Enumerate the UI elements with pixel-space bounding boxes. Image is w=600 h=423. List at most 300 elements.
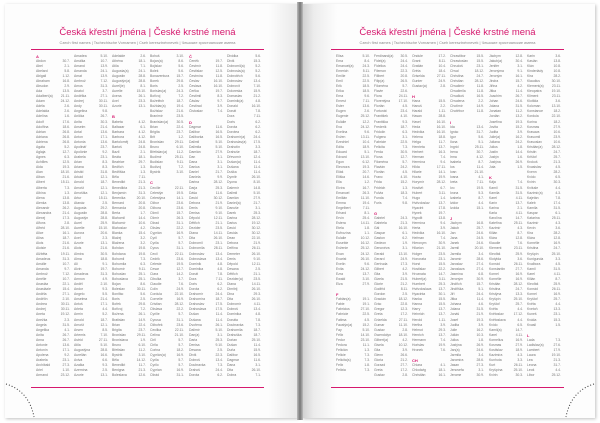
name-text: Ďana (227, 363, 236, 368)
name-day-date: 11.6. (215, 124, 223, 129)
name-day-date: 23.3. (138, 99, 146, 104)
letter-heading: F (336, 292, 339, 298)
name-day-date: 23.1. (553, 312, 561, 317)
name-text: Hvězdoslava (412, 287, 432, 292)
name-day-date: 2.1. (517, 205, 523, 210)
name-day-date: 5.6. (478, 134, 484, 139)
name-day-date: 29.11. (136, 332, 146, 337)
name-text: Bystrík (112, 353, 123, 358)
name-text: Chvalimír (450, 83, 465, 88)
name-text: Dětřich (189, 221, 200, 226)
name-day-date: 3.1. (217, 332, 223, 337)
name-text: Gustav (374, 373, 385, 378)
name-text: Godfrid (374, 287, 386, 292)
name-text: Alois (36, 241, 44, 246)
name-day-date: 26.7. (515, 94, 523, 99)
name-day-date: 30.11. (98, 104, 108, 109)
name-text: Albína (36, 190, 46, 195)
name-text: Adrian (36, 129, 46, 134)
name-text: Eulalie (336, 236, 347, 241)
name-text: Jenifer (489, 63, 500, 68)
name-column (374, 54, 411, 379)
name-day-date: 26.6. (400, 353, 408, 358)
name-day-date: 26.9. (515, 160, 523, 165)
right-bottom-rule (331, 387, 564, 388)
name-text: Borek (150, 78, 159, 83)
name-text: Izidor (450, 200, 459, 205)
name-day-date: 13.7. (438, 332, 446, 337)
name-day-date: 8.7. (555, 276, 561, 281)
name-text: Cyrila (150, 241, 159, 246)
name-text: Adam (36, 99, 45, 104)
name-day-date: 23.7. (176, 129, 184, 134)
name-day-date: 24.4. (215, 292, 223, 297)
name-day-date: 28.12. (174, 302, 184, 307)
name-day-date: 12.11. (213, 216, 223, 220)
name-text: Chrudoš (450, 63, 463, 68)
name-text: Duška (227, 170, 237, 175)
name-text: Elisa (336, 53, 344, 58)
name-text: Cecil (150, 251, 158, 256)
name-day-date: 23.1. (215, 241, 223, 246)
name-text: Fabricius (336, 307, 350, 312)
name-text: Cyrus (150, 246, 159, 251)
name-text: Amat (74, 73, 82, 78)
name-text: Justýna (450, 342, 462, 347)
name-text: Chvalena (450, 99, 465, 104)
name-text: Funda (374, 195, 384, 200)
name-day-date: 21.4. (100, 297, 108, 302)
name-text: Antoš (74, 302, 83, 307)
name-text: Drahomila (227, 327, 243, 332)
name-day-date: 3.11. (438, 190, 446, 195)
name-day-date: 5.3. (478, 190, 484, 195)
name-day-date: 24.3. (400, 216, 408, 220)
name-day-date: 4.4. (102, 307, 108, 312)
name-text: Hana (412, 99, 421, 104)
name-text: Chval (450, 68, 459, 73)
name-day-date: 27.11. (98, 337, 108, 342)
name-text: Chvalimila (450, 89, 466, 94)
letter-heading: C (150, 180, 153, 186)
name-day-date: 11.2. (138, 348, 146, 353)
name-day-date: 16.10. (436, 129, 446, 134)
name-day-date: 13.4. (253, 307, 261, 312)
name-text: Gabriel (374, 216, 385, 220)
name-column (336, 54, 373, 374)
name-day-date: 22.5. (362, 312, 370, 317)
name-text: Amadeus (36, 256, 51, 261)
name-text: Kristina (489, 287, 501, 292)
letter-heading: D (189, 119, 192, 125)
name-day-date: 23.4. (400, 109, 408, 114)
name-text: Alvin (74, 266, 82, 271)
name-text: Julián (450, 332, 459, 337)
name-day-date: 31.1. (176, 246, 184, 251)
name-day-date: 13.4. (476, 124, 484, 129)
name-day-date: 25.3. (438, 282, 446, 287)
name-text: Květoslava (489, 317, 506, 322)
name-day-date: 11.4. (215, 317, 223, 322)
name-day-date: 23.10. (360, 337, 370, 342)
name-text: Fridolín (374, 129, 386, 134)
name-text: Jindra (489, 78, 499, 83)
name-day-date: 25.3. (215, 185, 223, 190)
name-day-date: 25.7. (553, 155, 561, 160)
name-day-date: 27.7. (400, 363, 408, 368)
name-text: Chotimír (450, 104, 463, 109)
name-day-date: 8.5. (102, 327, 108, 332)
name-text: Kvalbora (527, 261, 541, 266)
name-column (412, 54, 449, 379)
name-day-date: 27.11. (436, 73, 446, 78)
name-day-date: 18.7. (100, 180, 108, 185)
name-text: Ilona (450, 139, 458, 144)
name-day-date: 18.6. (62, 124, 70, 129)
name-text: Gabriela (374, 221, 387, 226)
name-day-date: 9.2. (102, 149, 108, 154)
name-text: Abigail (36, 73, 47, 78)
name-day-date: 29.3. (253, 292, 261, 297)
name-day-date: 11.7. (438, 139, 446, 144)
name-day-date: 13.4. (215, 358, 223, 363)
name-day-date: 22.10. (551, 114, 561, 119)
name-day-date: 5.6. (178, 68, 184, 73)
name-day-date: 14.11. (213, 231, 223, 236)
name-day-date: 9.4. (440, 221, 446, 226)
name-day-date: 25.7. (553, 297, 561, 302)
name-day-date: 7.3. (217, 363, 223, 368)
name-text: Anita (74, 119, 82, 124)
name-text: Eliška (336, 175, 346, 180)
name-text: Ambrož (36, 271, 48, 276)
name-day-date: 8.11. (400, 287, 408, 292)
name-text: Dušan (227, 342, 237, 347)
name-day-date: 18.3. (400, 190, 408, 195)
name-text: Dita (189, 236, 196, 241)
name-day-date: 4.12. (138, 134, 146, 139)
name-text: Denisa (189, 342, 200, 347)
name-text: Daria (189, 337, 198, 342)
name-text: Augusta (74, 205, 87, 210)
name-text: Edita (336, 144, 344, 149)
name-day-date: 1.8. (517, 144, 523, 149)
name-text: Kunigunda (527, 256, 544, 261)
name-text: Klotilda (527, 99, 539, 104)
name-day-date: 8.4. (364, 58, 370, 63)
name-day-date: 7.3. (140, 256, 146, 261)
name-day-date: 28.8. (138, 78, 146, 83)
name-day-date: 31.1. (176, 317, 184, 322)
name-day-date: 17.9. (553, 348, 561, 353)
name-text: Kornélie (527, 241, 540, 246)
name-text: Evelína (336, 129, 348, 134)
name-day-date: 24.1. (100, 68, 108, 73)
name-column (450, 54, 487, 379)
name-text: Felicie (336, 353, 346, 358)
name-day-date: 19.9. (438, 342, 446, 347)
name-day-date: 7.1. (140, 63, 146, 68)
name-day-date: 30.11. (60, 302, 70, 307)
name-text: Gisela (374, 342, 384, 347)
name-day-date: 25.7. (476, 226, 484, 231)
name-day-date: 21.7. (253, 200, 261, 205)
name-text: Felicián (336, 348, 348, 353)
name-text: Filoména (374, 160, 388, 165)
name-day-date: 4.1. (478, 175, 484, 180)
name-text: Gilbert (374, 266, 384, 271)
name-text: Děpold (189, 216, 200, 220)
name-day-date: 28.6. (476, 358, 484, 363)
name-text: Hermann (412, 337, 426, 342)
name-text: Filibert (374, 73, 385, 78)
name-day-date: 11.8. (215, 73, 223, 78)
name-text: Cyrila (150, 358, 159, 363)
name-text: Bohuslav (112, 271, 126, 276)
name-day-date: 22.3. (215, 353, 223, 358)
name-day-date: 22.10. (174, 292, 184, 297)
name-text: Emma (336, 200, 346, 205)
name-day-date: 5.7. (178, 236, 184, 241)
name-text: Atila (112, 63, 119, 68)
name-text: Kornelius (489, 337, 504, 342)
name-day-date: 11.10. (398, 322, 408, 327)
name-day-date: 13.4. (215, 251, 223, 256)
name-day-date: 21.3. (138, 368, 146, 373)
name-text: Čestimil (189, 94, 202, 99)
name-text: Cyril (150, 236, 157, 241)
name-day-date: 9.10. (253, 256, 261, 261)
name-day-date: 3.3. (517, 358, 523, 363)
name-entry (150, 373, 187, 378)
name-day-date: 9.4. (440, 160, 446, 165)
name-day-date: 23.11. (551, 94, 561, 99)
name-text: Blahomil (112, 216, 126, 220)
name-day-date: 18.7. (400, 124, 408, 129)
name-text: Holger (412, 251, 422, 256)
name-day-date: 15.3. (253, 58, 261, 63)
name-text: Hubert(a) (412, 276, 427, 281)
name-text: Darja (189, 185, 198, 190)
name-day-date: 3.9. (402, 348, 408, 353)
name-day-date: 7.3. (255, 322, 261, 327)
name-text: Bruno (112, 342, 122, 347)
name-text: Bonaventura (150, 73, 170, 78)
name-text: Kornélie (489, 276, 502, 281)
name-day-date: 25.10. (251, 337, 261, 342)
name-day-date: 15.4. (62, 287, 70, 292)
name-day-date: 15.5. (438, 297, 446, 302)
name-text: Doris (189, 282, 197, 287)
name-day-date: 1.2. (364, 180, 370, 185)
name-day-date: 28.12. (251, 216, 261, 220)
name-text: Evženie (336, 246, 349, 251)
name-text: Alice (36, 231, 44, 236)
name-text: Humbert (412, 282, 426, 287)
name-day-date: 24.4. (400, 63, 408, 68)
name-text: Čestirad (189, 104, 202, 109)
name-day-date: 19.5. (176, 261, 184, 266)
name-text: Dětřich (227, 271, 238, 276)
dotted-arc-decoration-right (556, 379, 596, 419)
name-day-date: 29.8. (138, 302, 146, 307)
name-day-date: 23.6. (176, 256, 184, 261)
name-text: Hynek (412, 210, 422, 215)
name-day-date: 5.2. (255, 68, 261, 73)
name-text: Boris (150, 83, 158, 88)
name-text: Aneta (36, 312, 45, 317)
name-day-date: 8.7. (478, 195, 484, 200)
name-day-date: 8.1. (140, 83, 146, 88)
name-text: Augustýn (74, 216, 89, 220)
name-text: Frederik (374, 124, 387, 129)
name-day-date: 13.6. (100, 129, 108, 134)
name-text: Azurie (74, 241, 84, 246)
name-text: Amos (74, 83, 83, 88)
name-text: Colin (150, 287, 158, 292)
name-day-date: 14.7. (438, 271, 446, 276)
name-day-date: 21.10. (436, 246, 446, 251)
name-day-date: 15.4. (138, 231, 146, 236)
name-text: Daliborka (189, 134, 204, 139)
name-day-date: 23.12. (60, 373, 70, 378)
name-day-date: 18.5. (362, 83, 370, 88)
name-text: Andrej (74, 99, 84, 104)
name-text: Jitka (489, 89, 496, 94)
name-text: Aurelie (112, 89, 123, 94)
name-day-date: 18.7. (253, 327, 261, 332)
name-day-date: 7.1. (255, 373, 261, 378)
name-day-date: 30.11. (98, 99, 108, 104)
name-text: Koloman (527, 104, 541, 109)
name-day-date: 4.12. (138, 129, 146, 134)
name-day-date: 16.9. (176, 297, 184, 302)
name-text: Kostislav (489, 348, 503, 353)
name-day-date: 25.7. (515, 302, 523, 307)
name-day-date: 14.4. (515, 149, 523, 154)
name-text: Horác (412, 175, 422, 180)
name-text: Emil (336, 78, 343, 83)
name-text: Kira (527, 73, 534, 78)
name-day-date: 11.4. (253, 160, 261, 165)
name-text: Armand (36, 373, 48, 378)
name-text: Felicita (374, 144, 385, 149)
name-text: Augustýna (74, 348, 91, 353)
name-text: Julie(a) (489, 134, 501, 139)
name-day-date: 9.10. (215, 205, 223, 210)
name-day-date: 28.6. (476, 256, 484, 261)
name-text: Cyrílie (150, 312, 160, 317)
name-text: Dřevomír (227, 155, 241, 160)
name-column (150, 54, 187, 379)
name-day-date: 16.10. (213, 78, 223, 83)
name-text: Hubert (412, 190, 423, 195)
name-day-date: 5.7. (178, 342, 184, 347)
name-day-date: 25.3. (215, 337, 223, 342)
name-day-date: 6.8. (478, 271, 484, 276)
name-text: Dividka (227, 53, 239, 58)
name-text: Klotylda (489, 256, 502, 261)
name-text: Kamila (527, 205, 538, 210)
name-day-date: 21.9. (215, 200, 223, 205)
name-day-date: 27.3. (62, 363, 70, 368)
name-day-date: 2.8. (440, 83, 446, 88)
name-day-date: 15.2. (400, 180, 408, 185)
name-day-date: 9.6. (364, 261, 370, 266)
name-day-date: 28.8. (100, 216, 108, 220)
letter-heading: Č (189, 53, 192, 59)
name-day-date: 26.11. (551, 287, 561, 292)
name-day-date: 5.1. (478, 287, 484, 292)
name-text: Angelina (74, 109, 88, 114)
name-text: Felixia (336, 368, 346, 373)
name-day-date: 3.2. (140, 241, 146, 246)
name-day-date: 28.8. (438, 114, 446, 119)
name-text: Denisa (189, 210, 200, 215)
name-text: Čeněk (189, 58, 199, 63)
name-day-date: 18.12. (398, 297, 408, 302)
left-page-subtitle: Czech first names | Tschechische Vornamen | Cseh keresztnévnevek | Чешские христианские имена (59, 40, 236, 45)
name-text: Agáta (36, 144, 45, 149)
name-text: Greta (374, 312, 383, 317)
name-day-date: 22.2. (438, 266, 446, 271)
name-text: Dorota (189, 373, 200, 378)
name-text: Jakub(a) (489, 58, 503, 63)
name-text: Cristian (150, 302, 162, 307)
name-day-date: 13.8. (553, 58, 561, 63)
name-text: Kuneš (527, 312, 537, 317)
name-text: Hieronym (412, 241, 427, 246)
name-day-date: 9.9. (217, 175, 223, 180)
name-text: Gita (374, 271, 381, 276)
name-day-date: 1.5. (517, 165, 523, 170)
name-text: Greta (374, 368, 383, 373)
name-text: Ernest (336, 99, 346, 104)
name-text: Dora (189, 276, 197, 281)
name-day-date: 6.3. (140, 261, 146, 266)
name-text: Debora (189, 200, 201, 205)
name-day-date: 11.1. (362, 342, 370, 347)
name-text: Diviš (227, 58, 235, 63)
name-text: Dina (227, 292, 234, 297)
name-day-date: 2.10. (100, 282, 108, 287)
name-day-date: 7.4. (440, 236, 446, 241)
name-text: Amálka (74, 58, 86, 63)
name-text: Eusebie (336, 241, 349, 246)
name-day-date: 1.5. (555, 322, 561, 327)
name-day-date: 2.6. (364, 109, 370, 114)
name-text: František (374, 114, 388, 119)
name-day-date: 9.1. (517, 68, 523, 73)
name-text: Jiřina (489, 83, 498, 88)
name-text: Jolana (489, 104, 499, 109)
name-text: Aristid (74, 170, 84, 175)
letter-heading: H (412, 94, 415, 100)
name-text: Benedikt (112, 363, 126, 368)
name-text: Doubravka (227, 322, 244, 327)
name-day-date: 4.9. (102, 276, 108, 281)
name-text: Adelaide (112, 53, 126, 58)
name-text: Kvasil (527, 322, 537, 327)
name-text: Bernard (112, 200, 125, 205)
name-day-date: 5.6. (140, 292, 146, 297)
name-text: Dominik (189, 261, 202, 266)
name-day-date: 24.8. (138, 139, 146, 144)
name-text: Kája (489, 180, 496, 185)
name-text: Lada (527, 337, 535, 342)
name-day-date: 24.8. (138, 144, 146, 149)
name-text: Hedvika (412, 231, 425, 236)
